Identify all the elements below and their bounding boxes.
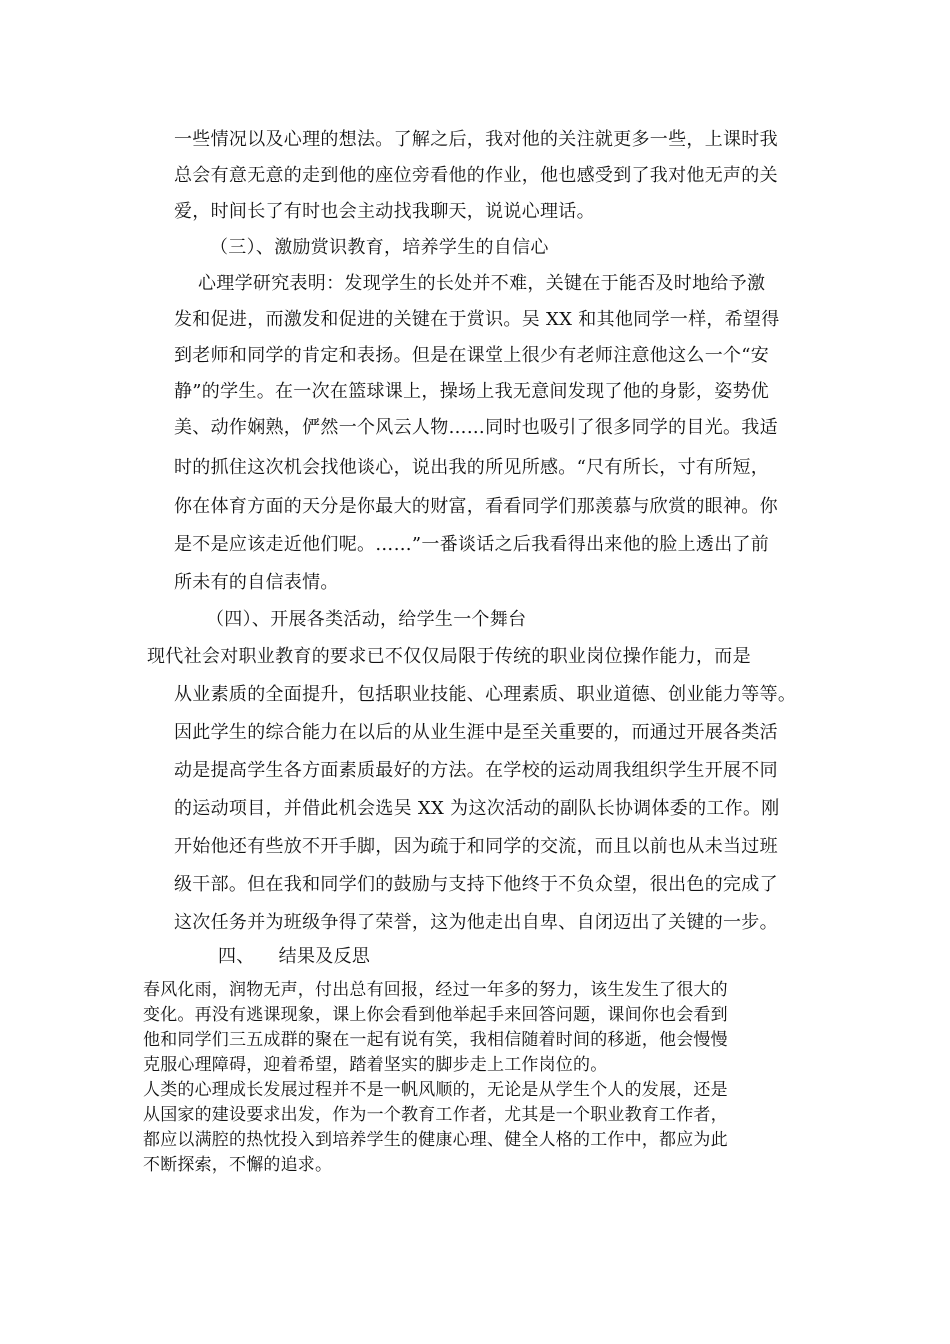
results-heading: 四、 结果及反思 bbox=[218, 946, 371, 967]
paragraph-line: 是不是应该走近他们呢。……”一番谈话之后我看得出来他的脸上透出了前 bbox=[174, 534, 770, 555]
paragraph-line: 总会有意无意的走到他的座位旁看他的作业，他也感受到了我对他无声的关 bbox=[174, 165, 778, 186]
paragraph-line: 一些情况以及心理的想法。了解之后，我对他的关注就更多一些，上课时我 bbox=[174, 129, 778, 150]
paragraph-line: 动是提高学生各方面素质最好的方法。在学校的运动周我组织学生开展不同 bbox=[174, 760, 778, 781]
paragraph-line: 的运动项目，并借此机会选吴 XX 为这次活动的副队长协调体委的工作。刚 bbox=[174, 798, 780, 819]
paragraph-line: 爱，时间长了有时也会主动找我聊天，说说心理话。 bbox=[174, 201, 595, 222]
paragraph-line: 时的抓住这次机会找他谈心，说出我的所见所感。“尺有所长，寸有所短， bbox=[174, 457, 770, 478]
paragraph-line: 美、动作娴熟，俨然一个风云人物……同时也吸引了很多同学的目光。我适 bbox=[174, 417, 778, 438]
paragraph-line: 变化。再没有逃课现象，课上你会看到他举起手来回答问题，课间你也会看到 bbox=[143, 1005, 728, 1025]
paragraph-line: 不断探索，不懈的追求。 bbox=[143, 1155, 333, 1175]
paragraph-line: 发和促进，而激发和促进的关键在于赏识。吴 XX 和其他同学一样，希望得 bbox=[174, 309, 780, 330]
paragraph-line: 所未有的自信表情。 bbox=[174, 572, 339, 593]
paragraph-line: 他和同学们三五成群的聚在一起有说有笑，我相信随着时间的移逝，他会慢慢 bbox=[143, 1030, 728, 1050]
paragraph-line: 开始他还有些放不开手脚，因为疏于和同学的交流，而且以前也从未当过班 bbox=[174, 836, 778, 857]
paragraph-line: 人类的心理成长发展过程并不是一帆风顺的，无论是从学生个人的发展，还是 bbox=[143, 1080, 728, 1100]
paragraph-line: 克服心理障碍，迎着希望，踏着坚实的脚步走上工作岗位的。 bbox=[143, 1055, 608, 1075]
paragraph-line: 现代社会对职业教育的要求已不仅仅局限于传统的职业岗位操作能力，而是 bbox=[147, 646, 751, 667]
paragraph-line: 级干部。但在我和同学们的鼓励与支持下他终于不负众望，很出色的完成了 bbox=[174, 874, 778, 895]
paragraph-line: 因此学生的综合能力在以后的从业生涯中是至关重要的，而通过开展各类活 bbox=[174, 722, 778, 743]
paragraph-line: 从业素质的全面提升，包括职业技能、心理素质、职业道德、创业能力等等。 bbox=[174, 684, 797, 705]
paragraph-line: 你在体育方面的天分是你最大的财富，看看同学们那羡慕与欣赏的眼神。你 bbox=[174, 496, 778, 517]
paragraph-line: 从国家的建设要求出发，作为一个教育工作者，尤其是一个职业教育工作者， bbox=[143, 1105, 728, 1125]
paragraph-line: 这次任务并为班级争得了荣誉，这为他走出自卑、自闭迈出了关键的一步。 bbox=[174, 912, 778, 933]
paragraph-line: 春风化雨，润物无声，付出总有回报，经过一年多的努力，该生发生了很大的 bbox=[143, 980, 728, 1000]
paragraph-line: 心理学研究表明：发现学生的长处并不难，关键在于能否及时地给予激 bbox=[198, 273, 766, 294]
section-heading-3: （三）、激励赏识教育，培养学生的自信心 bbox=[210, 237, 549, 258]
paragraph-line: 静”的学生。在一次在篮球课上，操场上我无意间发现了他的身影，姿势优 bbox=[174, 381, 770, 402]
paragraph-line: 到老师和同学的肯定和表扬。但是在课堂上很少有老师注意他这么一个“安 bbox=[174, 345, 770, 366]
section-heading-4: （四）、开展各类活动，给学生一个舞台 bbox=[206, 609, 527, 630]
paragraph-line: 都应以满腔的热忱投入到培养学生的健康心理、健全人格的工作中，都应为此 bbox=[143, 1130, 728, 1150]
